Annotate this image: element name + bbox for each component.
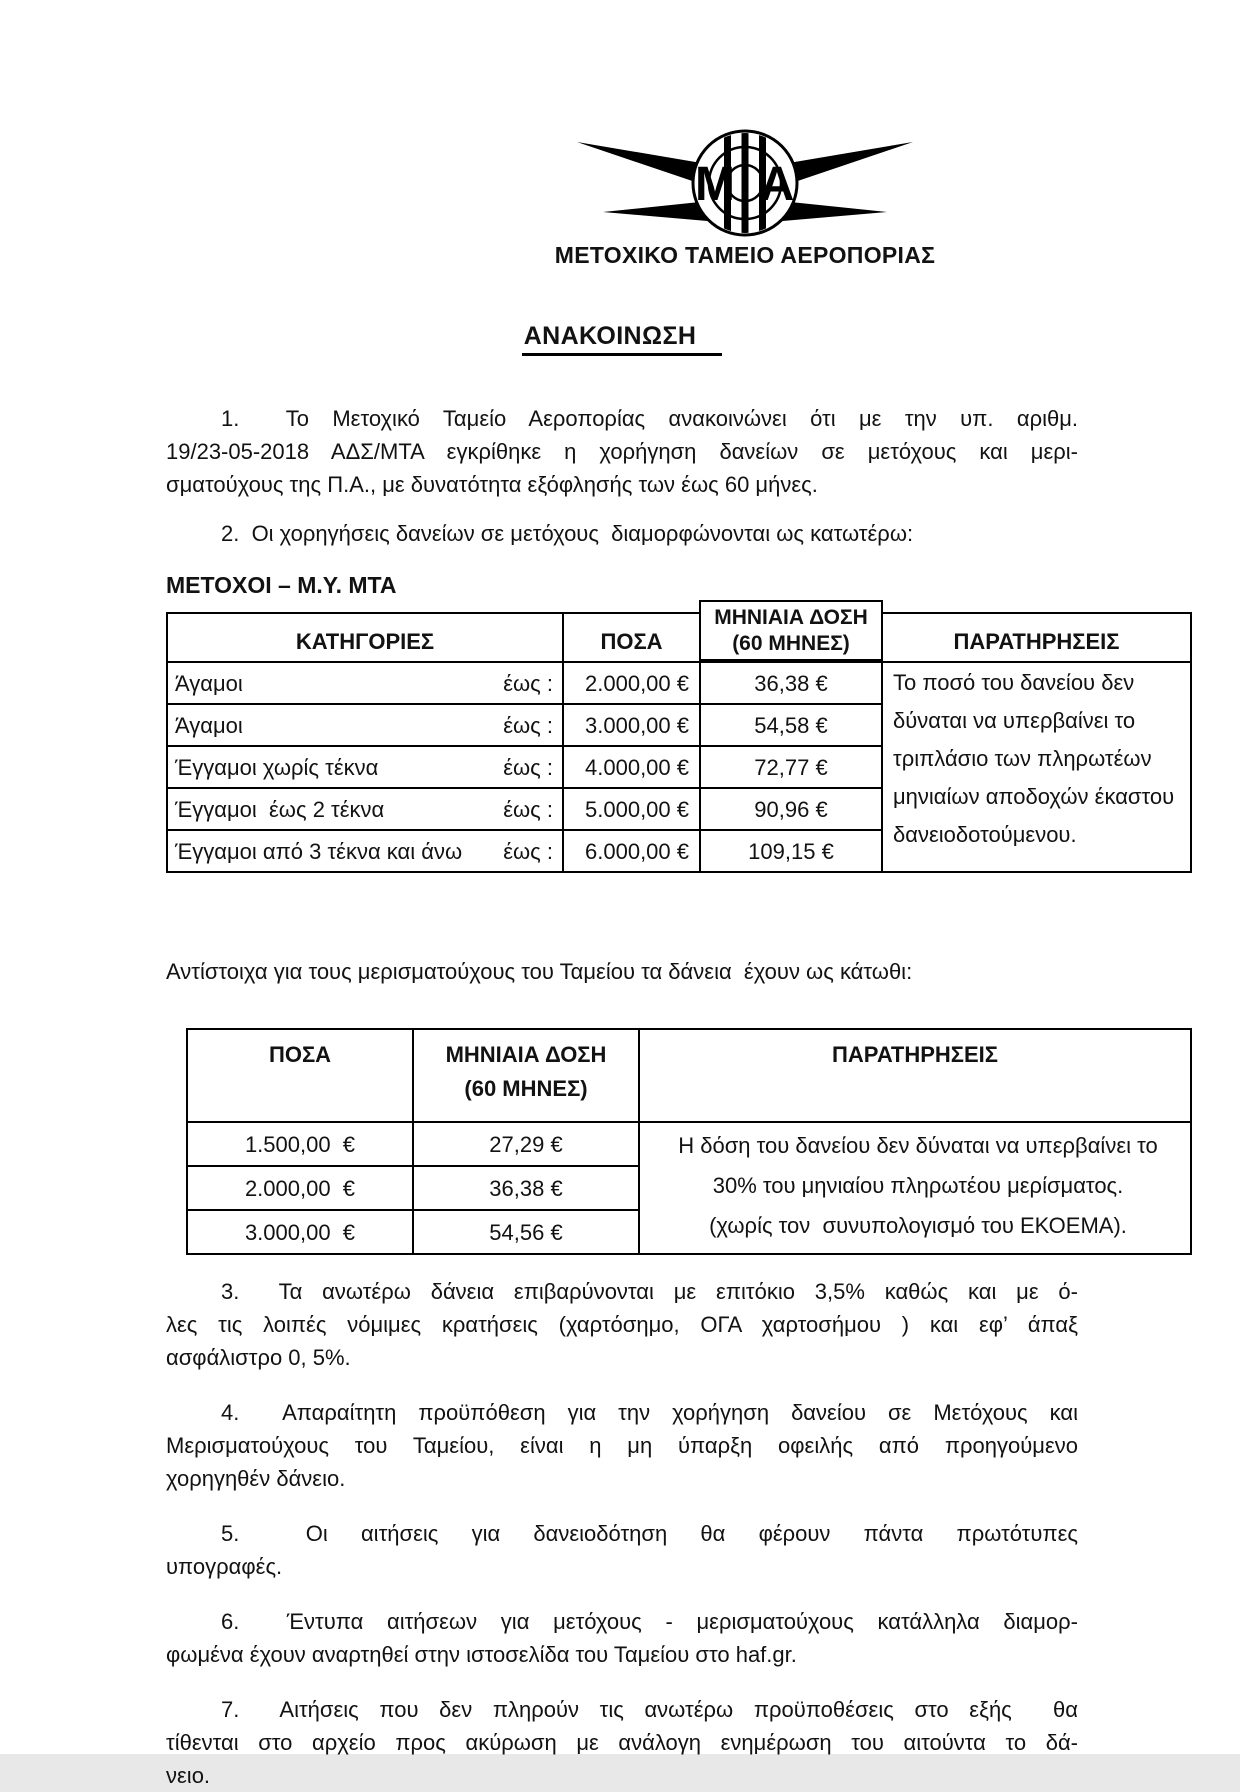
remark-line: δανειοδοτούμενου. (893, 822, 1077, 847)
eos-label: έως : (503, 712, 553, 738)
eos-label: έως : (503, 838, 553, 864)
col-header-amounts: ΠΟΣΑ (563, 613, 700, 662)
paragraph-5 (166, 1517, 1078, 1583)
paragraph-line: σματούχους της Π.Α., με δυνατότητα εξόφλησής των έως 60 μήνες. (166, 472, 818, 497)
col-header-installment (413, 1029, 639, 1122)
paragraph-2 (166, 517, 1078, 550)
remark-line: Το ποσό του δανείου δεν (893, 670, 1135, 695)
remark-line: τριπλάσιο των πληρωτέων (893, 746, 1152, 771)
amount-cell: 2.000,00 € (187, 1166, 413, 1210)
paragraph-line: 7. Αιτήσεις που δεν πληρούν τις ανωτέρω προϋποθέσεις στο εξής θα (221, 1697, 1078, 1722)
paragraph-line: φωμένα έχουν αναρτηθεί στην ιστοσελίδα του Ταμείου στο haf.gr. (166, 1642, 797, 1667)
paragraph-line: 1. Το Μετοχικό Ταμείο Αεροπορίας ανακοινώνει ότι με την υπ. αριθμ. (221, 406, 1078, 431)
paragraph-line: Μερισματούχους του Ταμείου, είναι η μη ύπαρξη οφειλής από προηγούμενο (166, 1433, 1078, 1458)
amount-cell: 3.000,00 € (563, 704, 700, 746)
paragraph-line: 4. Απαραίτητη προϋπόθεση για την χορήγηση δανείου σε Μετόχους και (221, 1400, 1078, 1425)
installment-header-box (699, 600, 883, 661)
amount-cell: 1.500,00 € (187, 1122, 413, 1166)
eos-label: έως : (503, 670, 553, 696)
installment-cell: 72,77 € (700, 746, 882, 788)
col-header-remarks: ΠΑΡΑΤΗΡΗΣΕΙΣ (639, 1029, 1191, 1122)
amount-cell: 5.000,00 € (563, 788, 700, 830)
table-header-row (167, 613, 1191, 662)
remark-line: (χωρίς τον συνυπολογισμό του ΕΚΟΕΜΑ). (709, 1213, 1127, 1238)
paragraph-6 (166, 1605, 1078, 1671)
installment-header-line2: (60 ΜΗΝΕΣ) (732, 631, 850, 655)
doc-title-wrap (166, 320, 1078, 356)
remarks-cell (639, 1122, 1191, 1254)
remark-line: Η δόση του δανείου δεν δύναται να υπερβαίνει το (678, 1133, 1158, 1158)
org-name: ΜΕΤΟΧΙΚΟ ΤΑΜΕΙΟ ΑΕΡΟΠΟΡΙΑΣ (554, 242, 936, 268)
paragraph-3 (166, 1275, 1078, 1374)
installment-header-line1: ΜΗΝΙΑΙΑ ΔΟΣΗ (714, 605, 868, 629)
paragraph-line: χορηγηθέν δάνειο. (166, 1466, 346, 1491)
installment-header-line1: ΜΗΝΙΑΙΑ ΔΟΣΗ (445, 1042, 607, 1067)
col-header-amounts: ΠΟΣΑ (187, 1029, 413, 1122)
installment-cell: 54,56 € (413, 1210, 639, 1254)
installment-cell: 27,29 € (413, 1122, 639, 1166)
installment-header-line2: (60 ΜΗΝΕΣ) (464, 1076, 588, 1101)
brand-block (485, 126, 1005, 268)
paragraph-line: λες τις λοιπές νόμιμες κρατήσεις (χαρτόσημο, ΟΓΑ χαρτοσήμου ) και εφ’ άπαξ (166, 1312, 1078, 1337)
members-loans-table (166, 605, 1192, 873)
category-cell (167, 662, 563, 704)
eos-label: έως : (503, 754, 553, 780)
doc-title: ΑΝΑΚΟΙΝΩΣΗ (522, 322, 723, 356)
paragraph-7 (166, 1693, 1078, 1792)
table-row (167, 662, 1191, 704)
logo-letter-m: M (695, 158, 735, 211)
remarks-cell (882, 662, 1191, 872)
installment-cell: 54,58 € (700, 704, 882, 746)
amount-cell: 2.000,00 € (563, 662, 700, 704)
col-header-remarks: ΠΑΡΑΤΗΡΗΣΕΙΣ (882, 613, 1191, 662)
amount-cell: 4.000,00 € (563, 746, 700, 788)
paragraph-1 (166, 402, 1078, 501)
paragraph-line: 3. Τα ανωτέρω δάνεια επιβαρύνονται με επιτόκιο 3,5% καθώς και με ό- (221, 1279, 1078, 1304)
paragraph-line: νειο. (166, 1763, 211, 1788)
remark-line: δύναται να υπερβαίνει το (893, 708, 1136, 733)
amount-cell: 3.000,00 € (187, 1210, 413, 1254)
eos-label: έως : (503, 796, 553, 822)
installment-cell: 36,38 € (700, 662, 882, 704)
members-section-heading: ΜΕΤΟΧΟΙ – Μ.Υ. ΜΤΑ (166, 572, 397, 598)
table-header-row (187, 1029, 1191, 1122)
category-cell (167, 746, 563, 788)
dividend-intro-text: Αντίστοιχα για τους μερισματούχους του Ταμείου τα δάνεια έχουν ως κάτωθι: (166, 959, 913, 984)
logo-letter-a: A (759, 158, 795, 211)
amount-cell: 6.000,00 € (563, 830, 700, 872)
paragraph-line: 19/23-05-2018 ΑΔΣ/ΜΤΑ εγκρίθηκε η χορήγηση δανείων σε μετόχους και μερι- (166, 439, 1078, 464)
remark-line: μηνιαίων αποδοχών έκαστου (893, 784, 1175, 809)
installment-cell: 36,38 € (413, 1166, 639, 1210)
category-label: Άγαμοι (175, 712, 243, 738)
col-header-categories: ΚΑΤΗΓΟΡΙΕΣ (167, 613, 563, 662)
category-cell (167, 830, 563, 872)
mta-winged-emblem-icon (575, 126, 915, 238)
paragraph-line: υπογραφές. (166, 1554, 283, 1579)
category-label: Έγγαμοι από 3 τέκνα και άνω (175, 838, 463, 864)
category-label: Έγγαμοι χωρίς τέκνα (175, 754, 379, 780)
paragraph-line: 6. Έντυπα αιτήσεων για μετόχους - μερισματούχους κατάλληλα διαμορ- (221, 1609, 1078, 1634)
installment-cell: 109,15 € (700, 830, 882, 872)
category-label: Άγαμοι (175, 670, 243, 696)
col-header-installment (700, 605, 882, 662)
paragraph-line: 2. Οι χορηγήσεις δανείων σε μετόχους διαμορφώνονται ως κατωτέρω: (221, 521, 914, 546)
remark-line: 30% του μηνιαίου πληρωτέου μερίσματος. (712, 1173, 1124, 1198)
category-label: Έγγαμοι έως 2 τέκνα (175, 796, 385, 822)
paragraph-line: τίθενται στο αρχείο προς ακύρωση με ανάλογη ενημέρωση του αιτούντα το δά- (166, 1730, 1078, 1755)
paragraph-4 (166, 1396, 1078, 1495)
paragraph-line: 5. Οι αιτήσεις για δανειοδότηση θα φέρουν πάντα πρωτότυπες (221, 1521, 1078, 1546)
dividend-loans-table (186, 1028, 1192, 1255)
category-cell (167, 788, 563, 830)
installment-cell: 90,96 € (700, 788, 882, 830)
paragraph-line: ασφάλιστρο 0, 5%. (166, 1345, 351, 1370)
table-row (187, 1122, 1191, 1166)
category-cell (167, 704, 563, 746)
